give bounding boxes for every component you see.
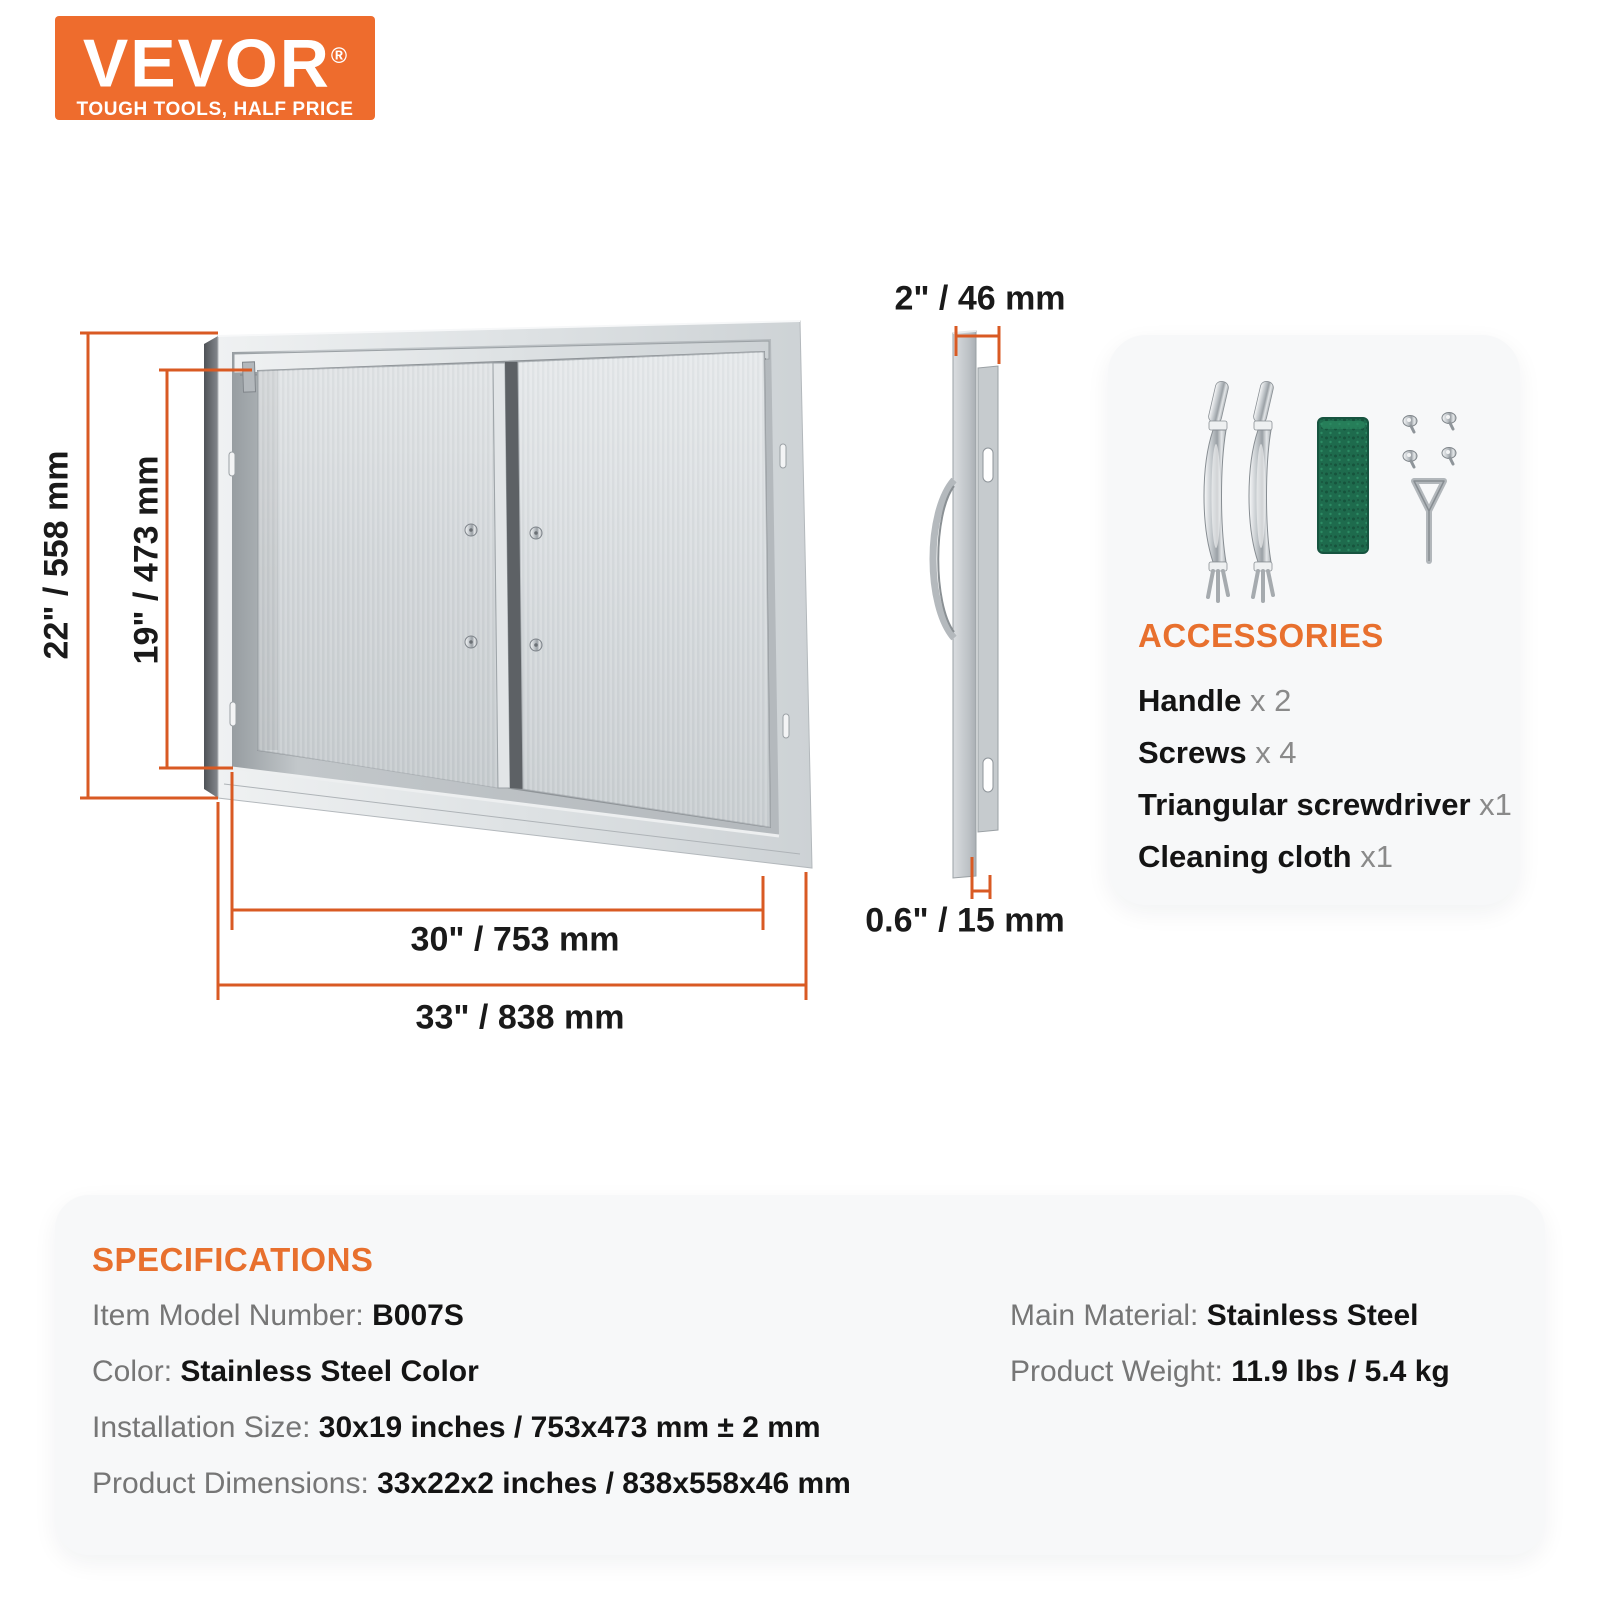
- side-back-flange: [978, 366, 998, 832]
- door-front-view: [204, 321, 812, 868]
- spec-label: Installation Size:: [92, 1411, 319, 1444]
- brand-tagline: TOUGH TOOLS, HALF PRICE: [76, 98, 354, 120]
- dim-label-thickness: 2" / 46 mm: [894, 279, 1066, 318]
- spec-value: Stainless Steel Color: [180, 1355, 479, 1388]
- accessory-name: Triangular screwdriver: [1138, 787, 1471, 822]
- accessory-qty: x1: [1351, 839, 1393, 874]
- list-item: [1138, 675, 1506, 727]
- accessories-art: [1108, 363, 1520, 609]
- list-item: [1138, 727, 1506, 779]
- dim-label-outer-height: 22" / 558 mm: [37, 450, 76, 660]
- spec-label: Product Dimensions:: [92, 1467, 378, 1500]
- dim-label-inner-height: 19" / 473 mm: [127, 455, 166, 665]
- accessory-qty: x 4: [1246, 735, 1297, 770]
- spec-label: Product Weight:: [1010, 1355, 1232, 1388]
- accessories-card: [1108, 335, 1520, 905]
- specifications-title: SPECIFICATIONS: [92, 1241, 374, 1278]
- spec-value: B007S: [372, 1299, 464, 1332]
- cleaning-cloth-icon: [1318, 418, 1368, 553]
- dim-label-flange-offset: 0.6" / 15 mm: [865, 901, 1065, 940]
- door-divider: [493, 363, 510, 788]
- side-slot-top: [983, 448, 993, 482]
- door-top-rail: [234, 341, 769, 373]
- spec-item-model: [92, 1299, 464, 1333]
- specifications-card: [55, 1195, 1545, 1555]
- list-item: [1138, 779, 1512, 831]
- side-front-plate: [953, 331, 976, 878]
- side-handle: [933, 480, 954, 638]
- dim-label-inner-width: 30" / 753 mm: [410, 920, 620, 959]
- spec-value: 33x22x2 inches / 838x558x46 mm: [377, 1467, 851, 1500]
- dimension-lines: [80, 326, 999, 1000]
- spec-value: 11.9 lbs / 5.4 kg: [1231, 1355, 1450, 1388]
- spec-color: [92, 1355, 479, 1389]
- door-handle-icon: [1249, 380, 1275, 601]
- spec-label: Main Material:: [1010, 1299, 1207, 1332]
- accessory-name: Handle: [1138, 683, 1242, 718]
- brand-wordmark: [55, 22, 375, 102]
- spec-label: Color:: [92, 1355, 181, 1388]
- door-side-view: [933, 331, 998, 878]
- spec-product-dimensions: [92, 1467, 851, 1501]
- accessory-qty: x 2: [1241, 683, 1292, 718]
- accessory-name: Screws: [1138, 735, 1247, 770]
- door-handle-icon: [1204, 380, 1230, 601]
- vevor-logo: [55, 16, 375, 120]
- spec-installation-size: [92, 1411, 821, 1445]
- spec-value: 30x19 inches / 753x473 mm ± 2 mm: [318, 1411, 821, 1444]
- spec-product-weight: [1010, 1355, 1450, 1389]
- registered-trademark-icon: ®: [330, 43, 348, 68]
- hinge: [242, 362, 255, 392]
- dim-label-outer-width: 33" / 838 mm: [415, 998, 625, 1037]
- door-left-edge: [204, 336, 218, 798]
- list-item: [1138, 831, 1506, 883]
- door-recess: [232, 339, 779, 836]
- accessories-title: ACCESSORIES: [1138, 617, 1384, 654]
- right-door-panel: [518, 352, 770, 827]
- brand-name: VEVOR: [82, 25, 331, 102]
- accessory-qty: x1: [1470, 787, 1512, 822]
- spec-label: Item Model Number:: [92, 1299, 373, 1332]
- flange-slots: [229, 444, 789, 738]
- spec-main-material: [1010, 1299, 1419, 1333]
- accessories-list: [1138, 675, 1512, 883]
- accessory-name: Cleaning cloth: [1138, 839, 1352, 874]
- screws-icon: [1403, 413, 1456, 468]
- left-door-panel: [258, 363, 498, 788]
- spec-value: Stainless Steel: [1206, 1299, 1419, 1332]
- door-screws: [465, 524, 542, 651]
- triangular-screwdriver-icon: [1414, 481, 1444, 561]
- side-slot-bottom: [983, 758, 993, 792]
- door-outer-frame: [218, 321, 812, 868]
